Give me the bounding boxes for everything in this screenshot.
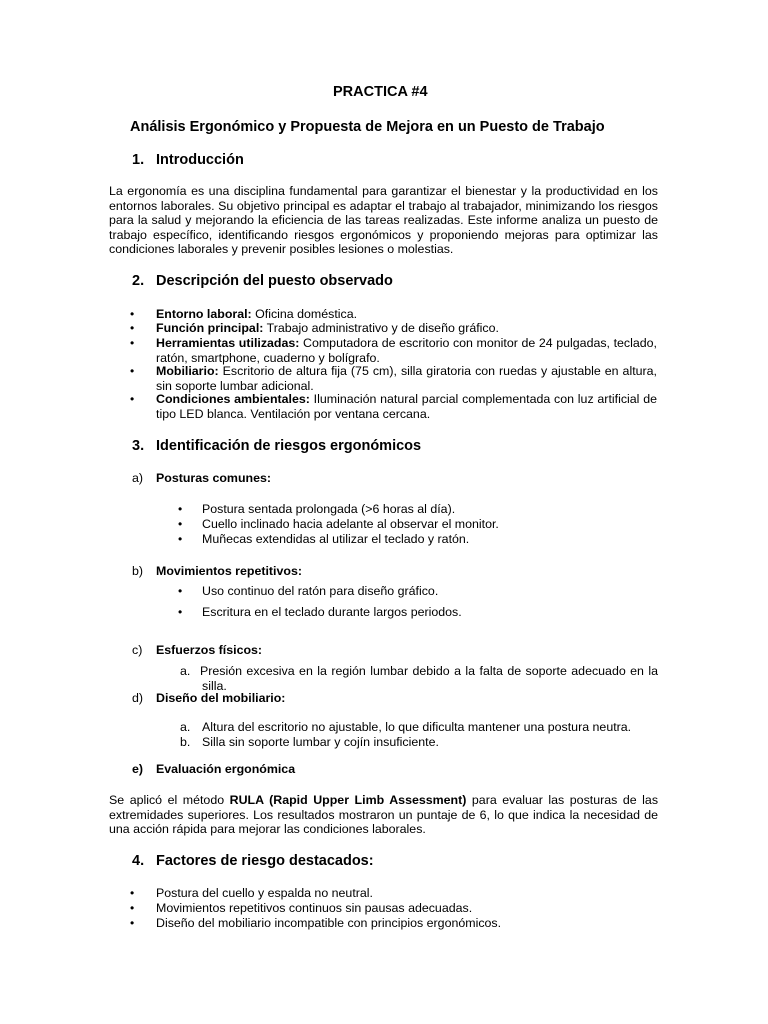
section-1-heading: Introducción bbox=[156, 152, 244, 168]
list-item: Postura del cuello y espalda no neutral. bbox=[156, 886, 373, 900]
doc-subtitle: Análisis Ergonómico y Propuesta de Mejora en un Puesto de Trabajo bbox=[130, 119, 605, 135]
subsection-d-marker: d) bbox=[132, 691, 144, 705]
bullet-icon: • bbox=[130, 336, 135, 350]
bullet-icon: • bbox=[130, 901, 135, 915]
bullet-icon: • bbox=[178, 502, 183, 516]
subsection-b-marker: b) bbox=[132, 564, 144, 578]
item-label: Entorno laboral: bbox=[156, 307, 252, 321]
list-item: Muñecas extendidas al utilizar el teclado y ratón. bbox=[202, 532, 470, 546]
section-4-number: 4. bbox=[132, 853, 145, 869]
section-1-number: 1. bbox=[132, 152, 145, 168]
subsection-a-label: Posturas comunes: bbox=[156, 471, 271, 485]
item-label: Función principal: bbox=[156, 321, 264, 335]
list-item: Uso continuo del ratón para diseño gráfico. bbox=[202, 584, 439, 598]
item-label: Mobiliario: bbox=[156, 364, 219, 378]
list-item bbox=[156, 392, 657, 421]
item-text: Computadora de escritorio con monitor de 24 pulgadas, teclado, ratón, smartphone, cuaderno y bolígrafo. bbox=[156, 336, 657, 365]
section-1-paragraph: La ergonomía es una disciplina fundamental para garantizar el bienestar y la productividad en los entornos laborales. Su objetivo principal es adaptar el trabajo al trabajador, minimizando los riesgos para la salud y mejorando la eficiencia de las tareas realizadas. Este informe analiza un puesto de trabajo específico, identificando riesgos ergonómicos y proponiendo mejoras para optimizar las condiciones laborales y prevenir posibles lesiones o molestias. bbox=[109, 184, 658, 256]
list-item: Movimientos repetitivos continuos sin pausas adecuadas. bbox=[156, 901, 473, 915]
item-text: Escritorio de altura fija (75 cm), silla giratoria con ruedas y ajustable en altura, sin soporte lumbar adicional. bbox=[156, 364, 657, 393]
bullet-icon: • bbox=[130, 392, 135, 406]
list-item: Postura sentada prolongada (>6 horas al día). bbox=[202, 502, 456, 516]
item-label: Herramientas utilizadas: bbox=[156, 336, 300, 350]
list-marker: a. bbox=[180, 720, 191, 734]
list-item bbox=[156, 364, 657, 393]
list-marker: a. bbox=[180, 664, 191, 678]
list-marker: b. bbox=[180, 735, 191, 749]
item-text: Oficina doméstica. bbox=[251, 307, 358, 321]
list-item: Diseño del mobiliario incompatible con principios ergonómicos. bbox=[156, 916, 502, 930]
list-item: Escritura en el teclado durante largos periodos. bbox=[202, 605, 462, 619]
item-text: Trabajo administrativo y de diseño gráfico. bbox=[263, 321, 499, 335]
rula-text-post: para evaluar las posturas de las extremidades superiores. Los resultados mostraron un puntaje de 6, lo que indica la necesidad de una acción rápida para mejorar las condiciones laborales. bbox=[109, 793, 659, 836]
bullet-icon: • bbox=[130, 916, 135, 930]
section-3-heading: Identificación de riesgos ergonómicos bbox=[156, 438, 422, 454]
bullet-icon: • bbox=[178, 584, 183, 598]
list-item: Silla sin soporte lumbar y cojín insuficiente. bbox=[202, 735, 439, 749]
section-3-number: 3. bbox=[132, 438, 145, 454]
section-4-heading: Factores de riesgo destacados: bbox=[156, 853, 374, 869]
subsection-a-marker: a) bbox=[132, 471, 144, 485]
bullet-icon: • bbox=[178, 517, 183, 531]
list-item bbox=[156, 321, 657, 336]
subsection-e-marker: e) bbox=[132, 762, 144, 776]
section-2-heading: Descripción del puesto observado bbox=[156, 273, 393, 289]
bullet-icon: • bbox=[178, 532, 183, 546]
subsection-c-label: Esfuerzos físicos: bbox=[156, 643, 263, 657]
item-text: Iluminación natural parcial complementada con luz artificial de tipo LED blanca. Ventilación por ventana cercana. bbox=[156, 392, 657, 421]
bullet-icon: • bbox=[130, 321, 135, 335]
list-item: Presión excesiva en la región lumbar debido a la falta de soporte adecuado en la silla. bbox=[200, 664, 658, 693]
subsection-d-label: Diseño del mobiliario: bbox=[156, 691, 286, 705]
bullet-icon: • bbox=[178, 605, 183, 619]
subsection-b-label: Movimientos repetitivos: bbox=[156, 564, 302, 578]
bullet-icon: • bbox=[130, 886, 135, 900]
list-item bbox=[156, 307, 657, 322]
list-item: Altura del escritorio no ajustable, lo que dificulta mantener una postura neutra. bbox=[202, 720, 632, 734]
list-item: Cuello inclinado hacia adelante al observar el monitor. bbox=[202, 517, 499, 531]
subsection-c-marker: c) bbox=[132, 643, 143, 657]
item-label: Condiciones ambientales: bbox=[156, 392, 310, 406]
rula-text-pre: Se aplicó el método bbox=[109, 793, 230, 807]
section-2-number: 2. bbox=[132, 273, 145, 289]
list-item bbox=[156, 336, 657, 365]
rula-paragraph bbox=[109, 793, 658, 837]
rula-method-name: RULA (Rapid Upper Limb Assessment) bbox=[229, 793, 467, 807]
bullet-icon: • bbox=[130, 307, 135, 321]
doc-title: PRACTICA #4 bbox=[333, 84, 428, 100]
bullet-icon: • bbox=[130, 364, 135, 378]
subsection-e-label: Evaluación ergonómica bbox=[156, 762, 296, 776]
